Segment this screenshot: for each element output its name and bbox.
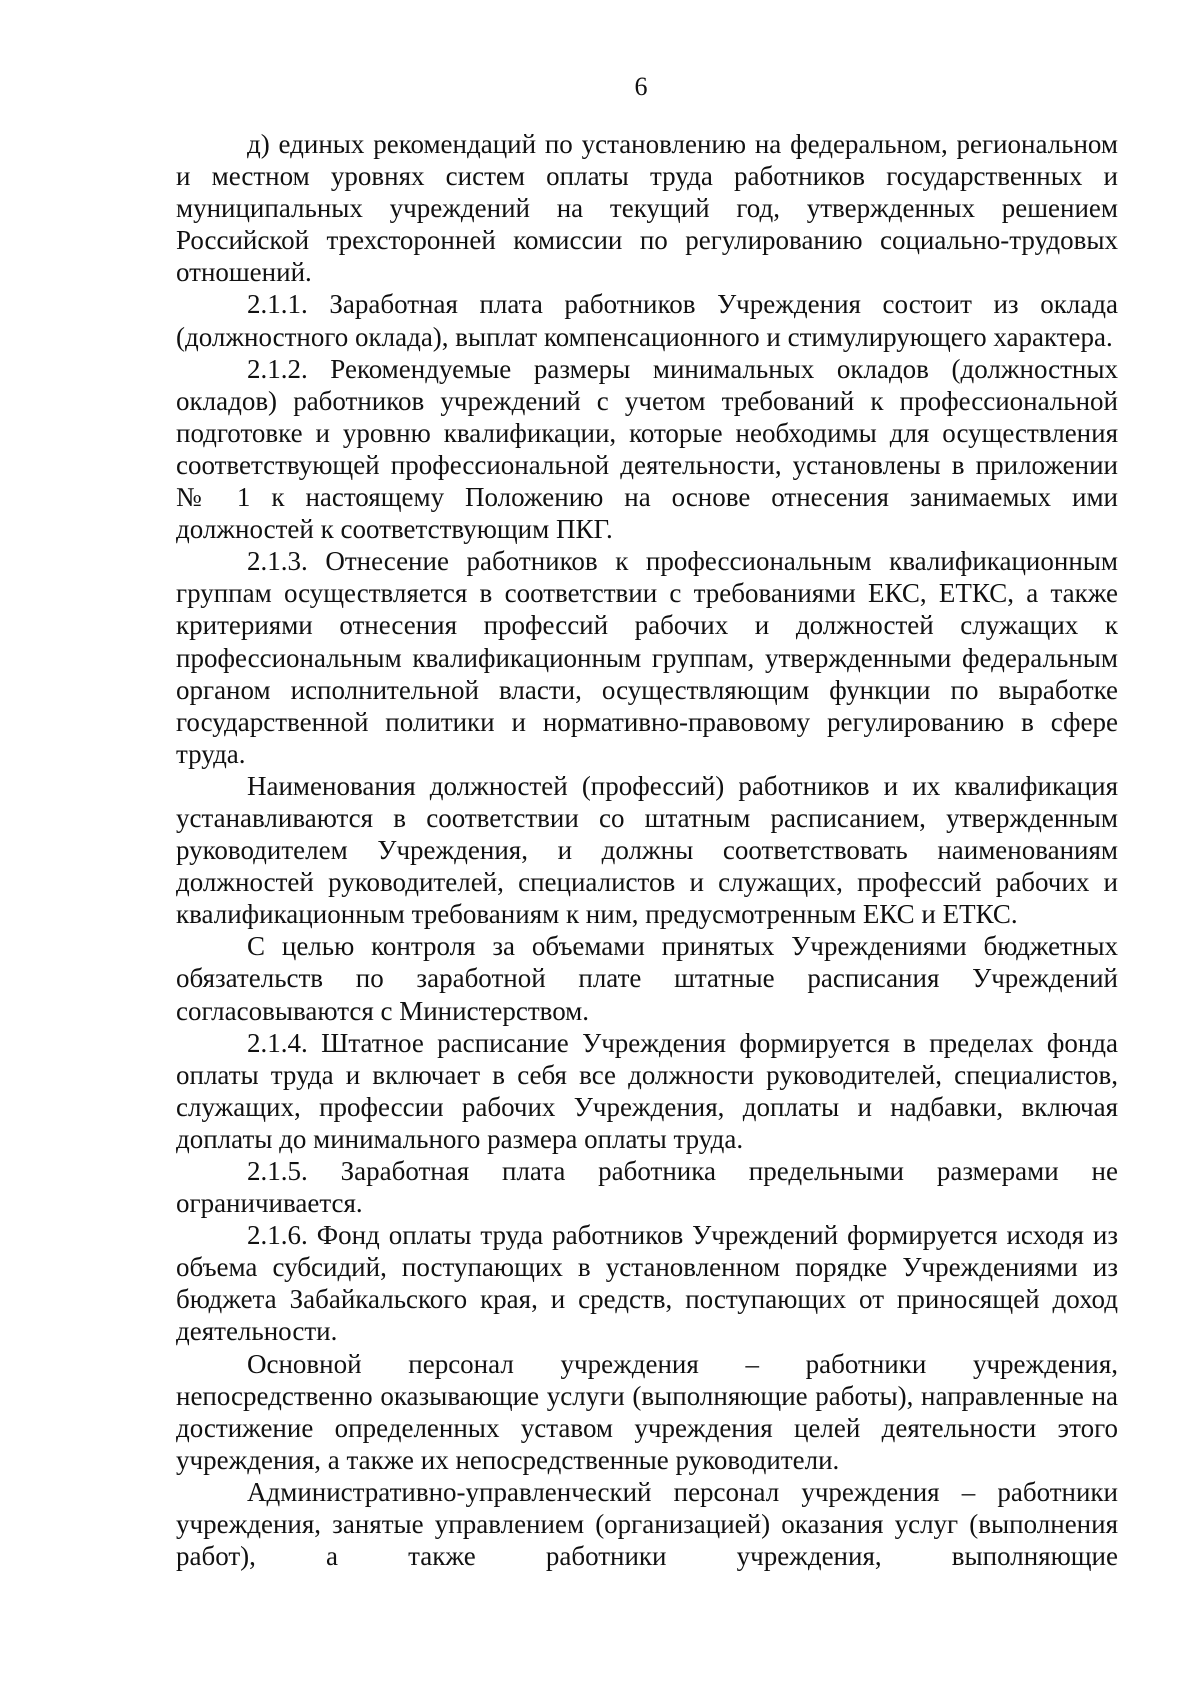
paragraph-clause-2-1-1: 2.1.1. Заработная плата работников Учреждения состоит из оклада (должностного оклада), выплат компенсационного и стимулирующего характера.: [176, 289, 1118, 352]
paragraph-item-d: д) единых рекомендаций по установлению на федеральном, региональном и местном уровнях систем оплаты труда работников государственных и муниципальных учреждений на текущий год, утвержденных решением Российской трехсторонней комиссии по регулированию социально-трудовых отношений.: [176, 129, 1118, 288]
document-body: [176, 128, 1118, 1572]
paragraph-budget-control: С целью контроля за объемами принятых Учреждениями бюджетных обязательств по заработной плате штатные расписания Учреждений согласовываются с Министерством.: [176, 931, 1118, 1026]
page-number: 6: [634, 72, 648, 101]
paragraph-admin-personnel: Административно-управленческий персонал учреждения – работники учреждения, занятые управлением (организацией) оказания услуг (выполнения работ), а также работники учреждения, выполняющие: [176, 1476, 1118, 1572]
paragraph-clause-2-1-3: 2.1.3. Отнесение работников к профессиональным квалификационным группам осуществляется в соответствии с требованиями ЕКС, ЕТКС, а также критериями отнесения профессий рабочих и должностей служащих к профессиональным квалификационным группам, утвержденными федеральным органом исполнительной власти, осуществляющим функции по выработке государственной политики и нормативно-правовому регулированию в сфере труда.: [176, 546, 1118, 769]
paragraph-clause-2-1-5: 2.1.5. Заработная плата работника предельными размерами не ограничивается.: [176, 1156, 1118, 1219]
paragraph-main-personnel: Основной персонал учреждения – работники учреждения, непосредственно оказывающие услуги (выполняющие работы), направленные на достижение определенных уставом учреждения целей деятельности этого учреждения, а также их непосредственные руководители.: [176, 1348, 1118, 1475]
paragraph-positions-names: Наименования должностей (профессий) работников и их квалификация устанавливаются в соответствии со штатным расписанием, утвержденным руководителем Учреждения, и должны соответствовать наименованиям должностей руководителей, специалистов и служащих, профессий рабочих и квалификационным требованиям к ним, предусмотренным ЕКС и ЕТКС.: [176, 770, 1118, 930]
paragraph-clause-2-1-6: 2.1.6. Фонд оплаты труда работников Учреждений формируется исходя из объема субсидий, поступающих в установленном порядке Учреждениями из бюджета Забайкальского края, и средств, поступающих от приносящей доход деятельности.: [176, 1220, 1118, 1347]
paragraph-clause-2-1-4: 2.1.4. Штатное расписание Учреждения формируется в пределах фонда оплаты труда и включает в себя все должности руководителей, специалистов, служащих, профессии рабочих Учреждения, доплаты и надбавки, включая доплаты до минимального размера оплаты труда.: [176, 1027, 1118, 1154]
paragraph-clause-2-1-2: 2.1.2. Рекомендуемые размеры минимальных окладов (должностных окладов) работников учреждений с учетом требований к профессиональной подготовке и уровню квалификации, которые необходимы для осуществления соответствующей профессиональной деятельности, установлены в приложении № 1 к настоящему Положению на основе отнесения занимаемых ими должностей к соответствующим ПКГ.: [176, 353, 1118, 545]
